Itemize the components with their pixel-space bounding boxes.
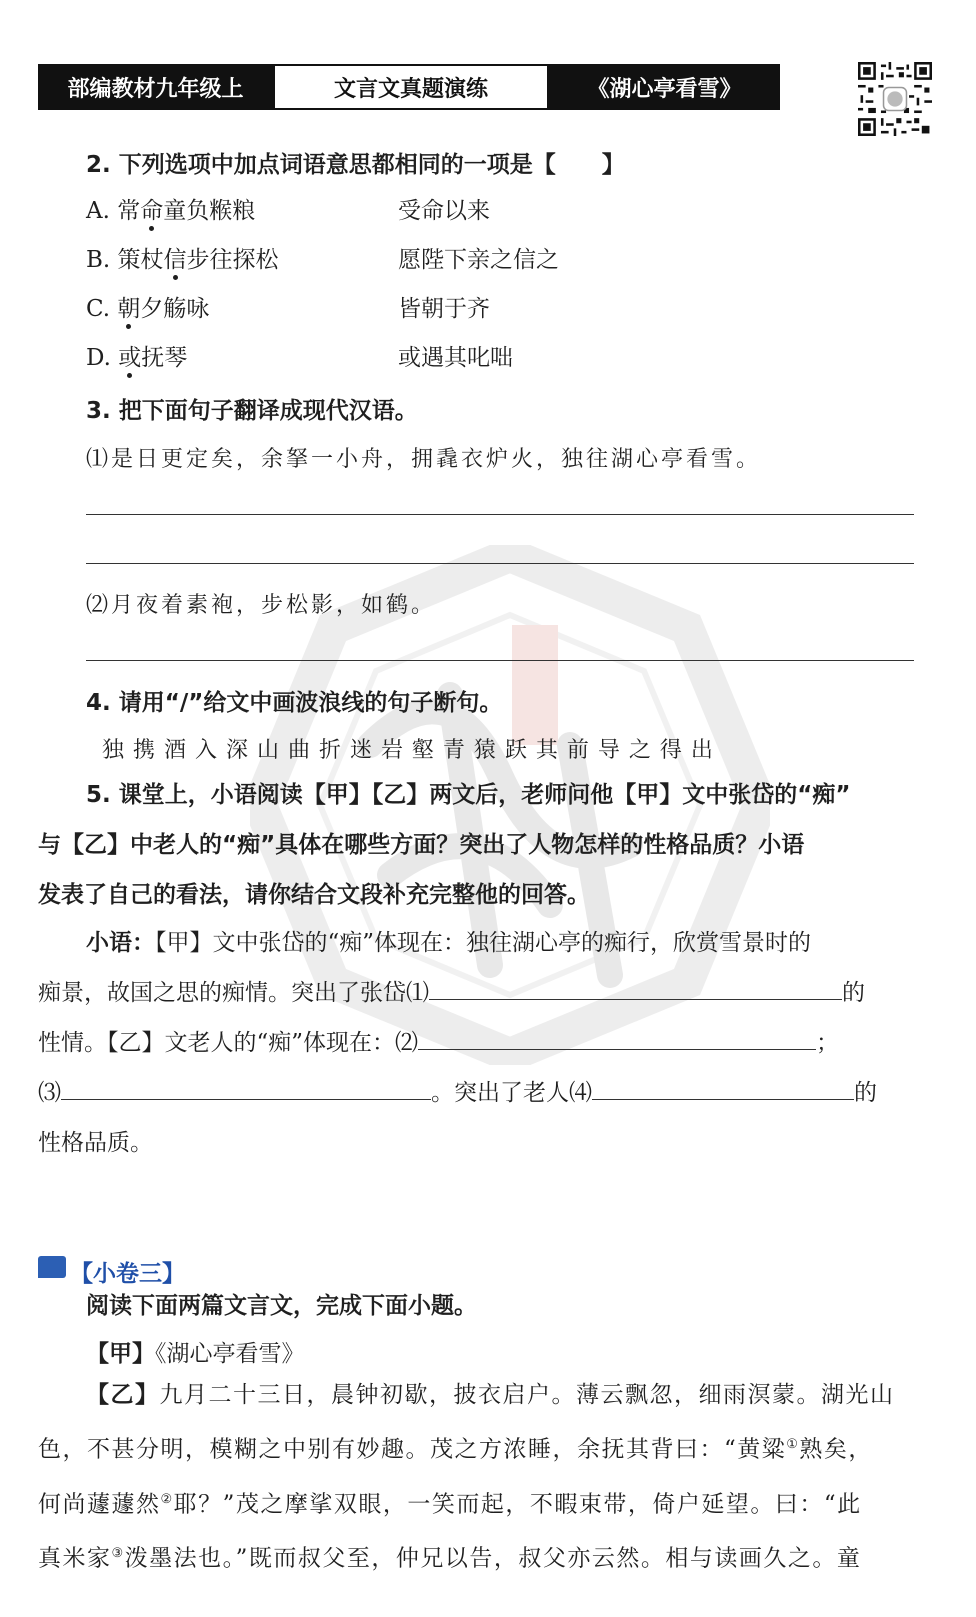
- option-text: 夕觞咏: [140, 296, 210, 322]
- dotted-character: 或: [118, 339, 141, 372]
- answer-line[interactable]: [86, 563, 914, 564]
- header-grade-text: 部编教材九年级上: [67, 76, 244, 102]
- passage-tag: 【乙】: [86, 1382, 160, 1408]
- fill-blank-2[interactable]: [418, 1025, 816, 1050]
- section-bookmark-icon: [38, 1256, 66, 1278]
- header-grade: [38, 64, 273, 110]
- answer-text: 的: [842, 980, 865, 1006]
- answer-text: 的: [854, 1080, 877, 1106]
- q3-sentence-2: ⑵月夜着素袍，步松影，如鹤。: [86, 593, 437, 618]
- q2-option-c-right: 皆朝于齐: [398, 296, 490, 322]
- passage-yi: [38, 1370, 930, 1584]
- passage-line: [38, 1420, 930, 1475]
- q5-answer: [38, 918, 930, 1168]
- answer-line-3: [38, 1018, 930, 1068]
- passage-line: [38, 1475, 930, 1530]
- q5-stem-line: 5. 课堂上，小语阅读【甲】【乙】两文后，老师问他【甲】文中张岱的“痴”: [86, 782, 851, 808]
- passage-line: [38, 1529, 930, 1584]
- answer-line[interactable]: [86, 514, 914, 515]
- answer-line-5: 性格品质。: [38, 1130, 153, 1156]
- passage-text: 熟矣，: [799, 1436, 873, 1463]
- option-text: 步往探松: [186, 247, 279, 273]
- option-letter: A.: [86, 198, 118, 224]
- section-instruction: 阅读下面两篇文言文，完成下面小题。: [86, 1293, 477, 1319]
- passage-text: 九月二十三日，晨钟初歇，披衣启户。薄云飘忽，细雨溟蒙。湖光山: [159, 1382, 895, 1408]
- q2-option-b: [86, 241, 279, 274]
- q3-sentence-1: ⑴是日更定矣，余拏一小舟，拥毳衣炉火，独往湖心亭看雪。: [86, 447, 762, 472]
- passage-text: 何尚蘧蘧然: [38, 1491, 161, 1518]
- passage-text: 耶？”茂之摩挲双眼，一笑而起，不暇束带，倚户延望。曰：“此: [173, 1491, 862, 1518]
- answer-text: 性情。【乙】文老人的“痴”体现在：⑵: [38, 1030, 419, 1056]
- q2-option-d-right: 或遇其叱咄: [398, 345, 513, 371]
- dotted-character: 信: [164, 241, 187, 274]
- fill-blank-4[interactable]: [592, 1075, 854, 1100]
- dotted-character: 朝: [117, 290, 140, 323]
- qr-code-icon: [858, 62, 932, 136]
- q2-option-b-right: 愿陛下亲之信之: [398, 247, 559, 273]
- footnote-mark: ③: [111, 1546, 125, 1562]
- passage-title: 《湖心亭看雪》: [155, 1341, 305, 1367]
- option-text: 童负糇粮: [163, 198, 256, 224]
- header-topic-text: 文言文真题演练: [333, 76, 488, 102]
- answer-line-4: [38, 1068, 930, 1118]
- answer-text: 痴景，故国之思的痴情。突出了张岱⑴: [38, 980, 429, 1006]
- option-text: 策杖: [117, 247, 164, 273]
- fill-blank-3[interactable]: [61, 1075, 431, 1100]
- q5-stem-line: 与【乙】中老人的“痴”具体在哪些方面？突出了人物怎样的性格品质？小语: [38, 832, 805, 858]
- section-title: 【小卷三】: [70, 1261, 185, 1287]
- option-letter: B.: [86, 247, 118, 273]
- q3-stem: 3. 把下面句子翻译成现代汉语。: [86, 398, 418, 424]
- q5-stem: [38, 770, 930, 920]
- option-letter: C.: [86, 296, 118, 322]
- answer-text: 【甲】文中张岱的“痴”体现在：独往湖心亭的痴行，欣赏雪景时的: [155, 930, 812, 956]
- header-topic: [273, 64, 549, 110]
- q2-option-c: [86, 290, 209, 323]
- q2-option-a-right: 受命以来: [398, 198, 490, 224]
- q5-stem-line: 发表了自己的看法，请你结合文段补充完整他的回答。: [38, 882, 590, 908]
- answer-text: ⑶: [38, 1080, 61, 1106]
- footnote-mark: ①: [786, 1437, 800, 1452]
- fill-blank-1[interactable]: [429, 975, 842, 1000]
- footnote-mark: ②: [160, 1491, 174, 1507]
- passage-text: 色，不甚分明，模糊之中别有妙趣。茂之方浓睡，余抚其背曰：“黄粱: [38, 1436, 787, 1463]
- q4-sentence: 独 携 酒 入 深 山 曲 折 迷 岩 壑 青 猿 跃 其 前 导 之 得 出: [102, 738, 714, 763]
- option-letter: D.: [86, 345, 119, 371]
- speaker-label: 小语：: [86, 930, 155, 956]
- q2-option-d: [86, 339, 187, 372]
- header-lesson-text: 《湖心亭看雪》: [587, 76, 742, 102]
- passage-jia-heading: [86, 1335, 305, 1368]
- dotted-character: 命: [140, 192, 163, 225]
- answer-text: 。突出了老人⑷: [431, 1080, 592, 1106]
- passage-text: 泼墨法也。”既而叔父至，仲兄以告，叔父亦云然。相与读画久之。童: [124, 1545, 862, 1572]
- q4-stem: 4. 请用“/”给文中画波浪线的句子断句。: [86, 690, 503, 716]
- q2-stem: 2. 下列选项中加点词语意思都相同的一项是【 】: [86, 152, 625, 178]
- q2-option-a: [86, 192, 255, 225]
- header-lesson: [549, 64, 780, 110]
- answer-text: ；: [816, 1030, 840, 1056]
- option-text: 常: [117, 198, 141, 224]
- passage-line: [38, 1370, 930, 1420]
- option-text: 抚琴: [141, 345, 188, 371]
- answer-line[interactable]: [86, 660, 914, 661]
- answer-line-1: [38, 918, 930, 968]
- passage-text: 真米家: [38, 1545, 112, 1572]
- passage-tag: 【甲】: [86, 1341, 155, 1367]
- answer-line-2: [38, 968, 930, 1018]
